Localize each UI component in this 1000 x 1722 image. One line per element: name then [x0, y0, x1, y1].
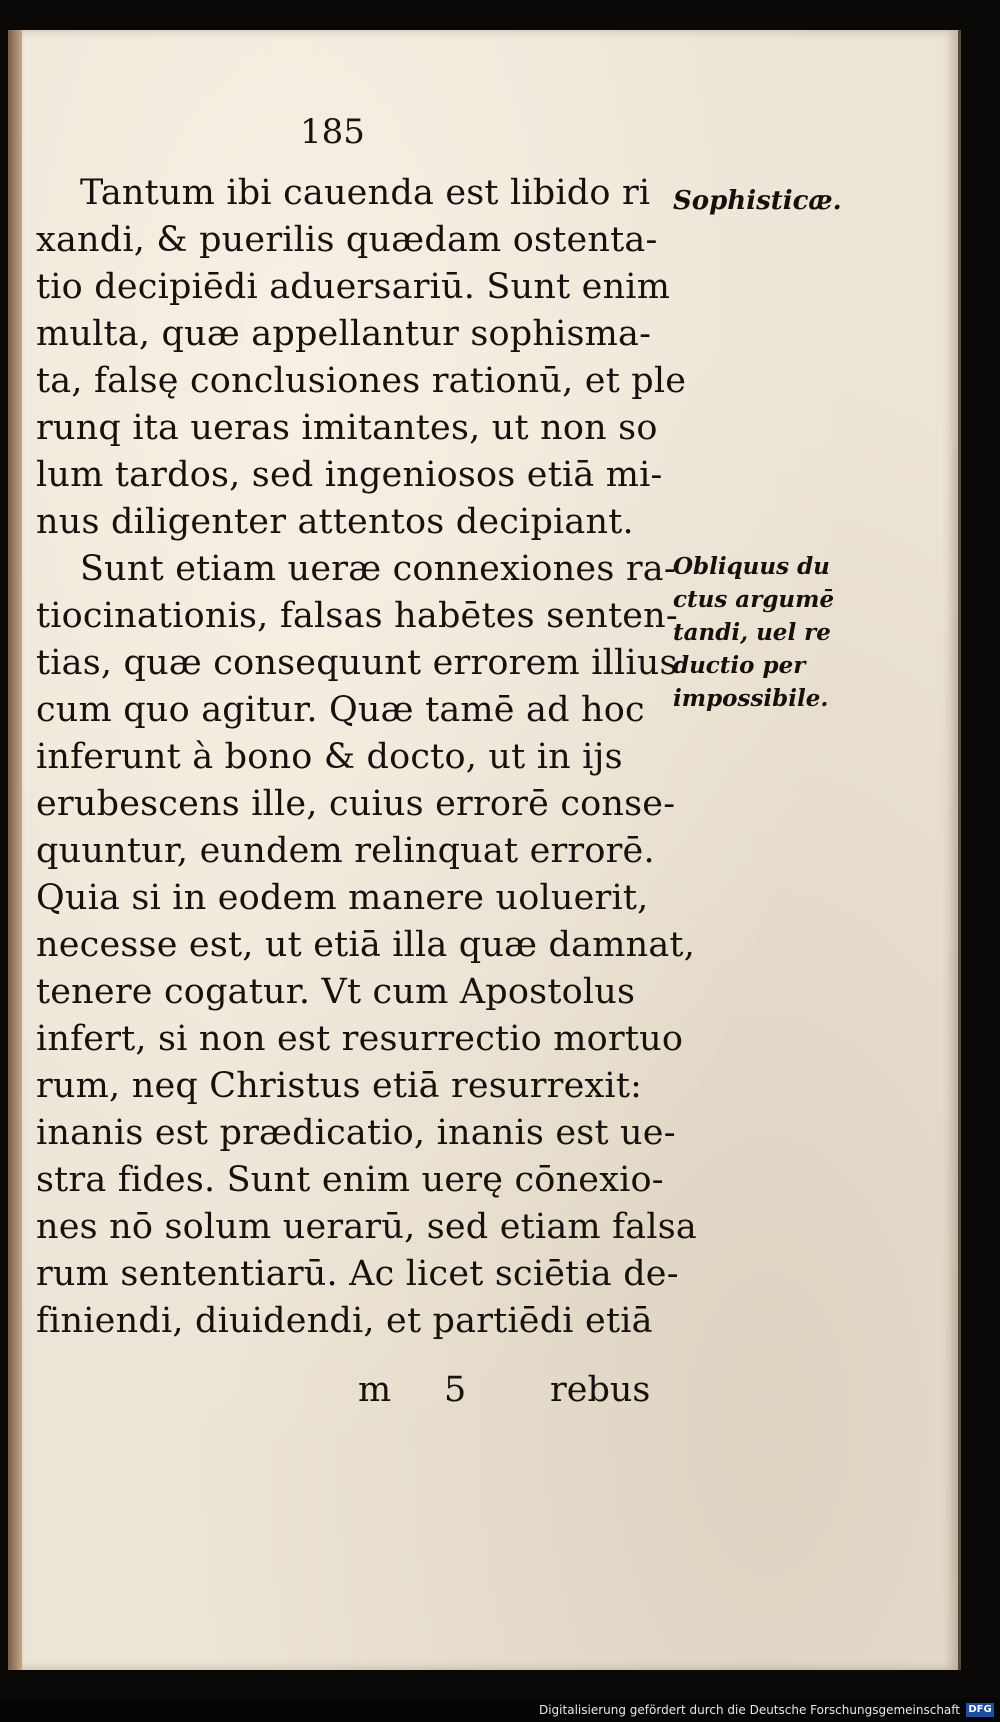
- text-line: erubescens ille, cuius errorē conse-: [36, 784, 676, 824]
- text-line: multa, quæ appellantur sophisma-: [36, 314, 652, 354]
- text-line: cum quo agitur. Quæ tamē ad hoc: [36, 690, 645, 730]
- text-line: nus diligenter attentos decipiant.: [36, 502, 634, 542]
- page-gutter: [8, 30, 22, 1670]
- marginal-note-line: impossibile.: [673, 685, 829, 712]
- text-line: infert, si non est resurrectio mortuo: [36, 1019, 684, 1059]
- book-page: [8, 30, 961, 1670]
- text-line: tiocinationis, falsas habētes senten-: [36, 596, 678, 636]
- text-line: runq ita ueras imitantes, ut non so: [36, 408, 658, 448]
- text-line: tenere cogatur. Vt cum Apostolus: [36, 972, 636, 1012]
- signature-mark: m: [358, 1370, 392, 1410]
- text-line: necesse est, ut etiā illa quæ damnat,: [36, 925, 696, 965]
- text-line: Sunt etiam ueræ connexiones ra-: [80, 549, 676, 589]
- text-line: rum, neq Christus etiā resurrexit:: [36, 1066, 643, 1106]
- digitization-footer: [0, 1700, 1000, 1722]
- text-line: Tantum ibi cauenda est libido ri: [80, 173, 651, 213]
- main-text-block: [36, 170, 697, 1345]
- page-footer-line: [358, 1370, 658, 1420]
- text-line: tias, quæ consequunt errorem illius: [36, 643, 678, 683]
- text-line: ta, falsę conclusiones rationū, et ple: [36, 361, 687, 401]
- catchword: rebus: [550, 1370, 651, 1410]
- funding-notice: Digitalisierung gefördert durch die Deutsche Forschungsgemeinschaft: [538, 1703, 960, 1717]
- text-line: quuntur, eundem relinquat errorē.: [36, 831, 655, 871]
- text-line: Quia si in eodem manere uoluerit,: [36, 878, 649, 918]
- text-line: rum sententiarū. Ac licet sciētia de-: [36, 1254, 679, 1294]
- text-line: tio decipiēdi aduersariū. Sunt enim: [36, 267, 671, 307]
- text-line: inferunt à bono & docto, ut in ijs: [36, 737, 623, 777]
- dfg-logo: DFG: [966, 1703, 994, 1717]
- page-number: 185: [300, 112, 365, 152]
- marginal-note-line: Obliquus du: [673, 553, 830, 580]
- marginal-note-line: ctus argumē: [673, 586, 835, 613]
- text-line: finiendi, diuidendi, et partiēdi etiā: [36, 1301, 653, 1341]
- marginal-note-line: tandi, uel re: [673, 619, 831, 646]
- signature-number: 5: [444, 1370, 467, 1410]
- text-line: xandi, & puerilis quædam ostenta-: [36, 220, 658, 260]
- text-line: stra fides. Sunt enim uerę cōnexio-: [36, 1160, 664, 1200]
- marginal-note-line: ductio per: [673, 652, 806, 679]
- text-line: nes nō solum uerarū, sed etiam falsa: [36, 1207, 697, 1247]
- marginal-note-sophisticae: Sophisticæ.: [673, 186, 842, 216]
- text-line: lum tardos, sed ingeniosos etiā mi-: [36, 455, 663, 495]
- marginal-note-obliquus: [673, 550, 833, 715]
- text-line: inanis est prædicatio, inanis est ue-: [36, 1113, 676, 1153]
